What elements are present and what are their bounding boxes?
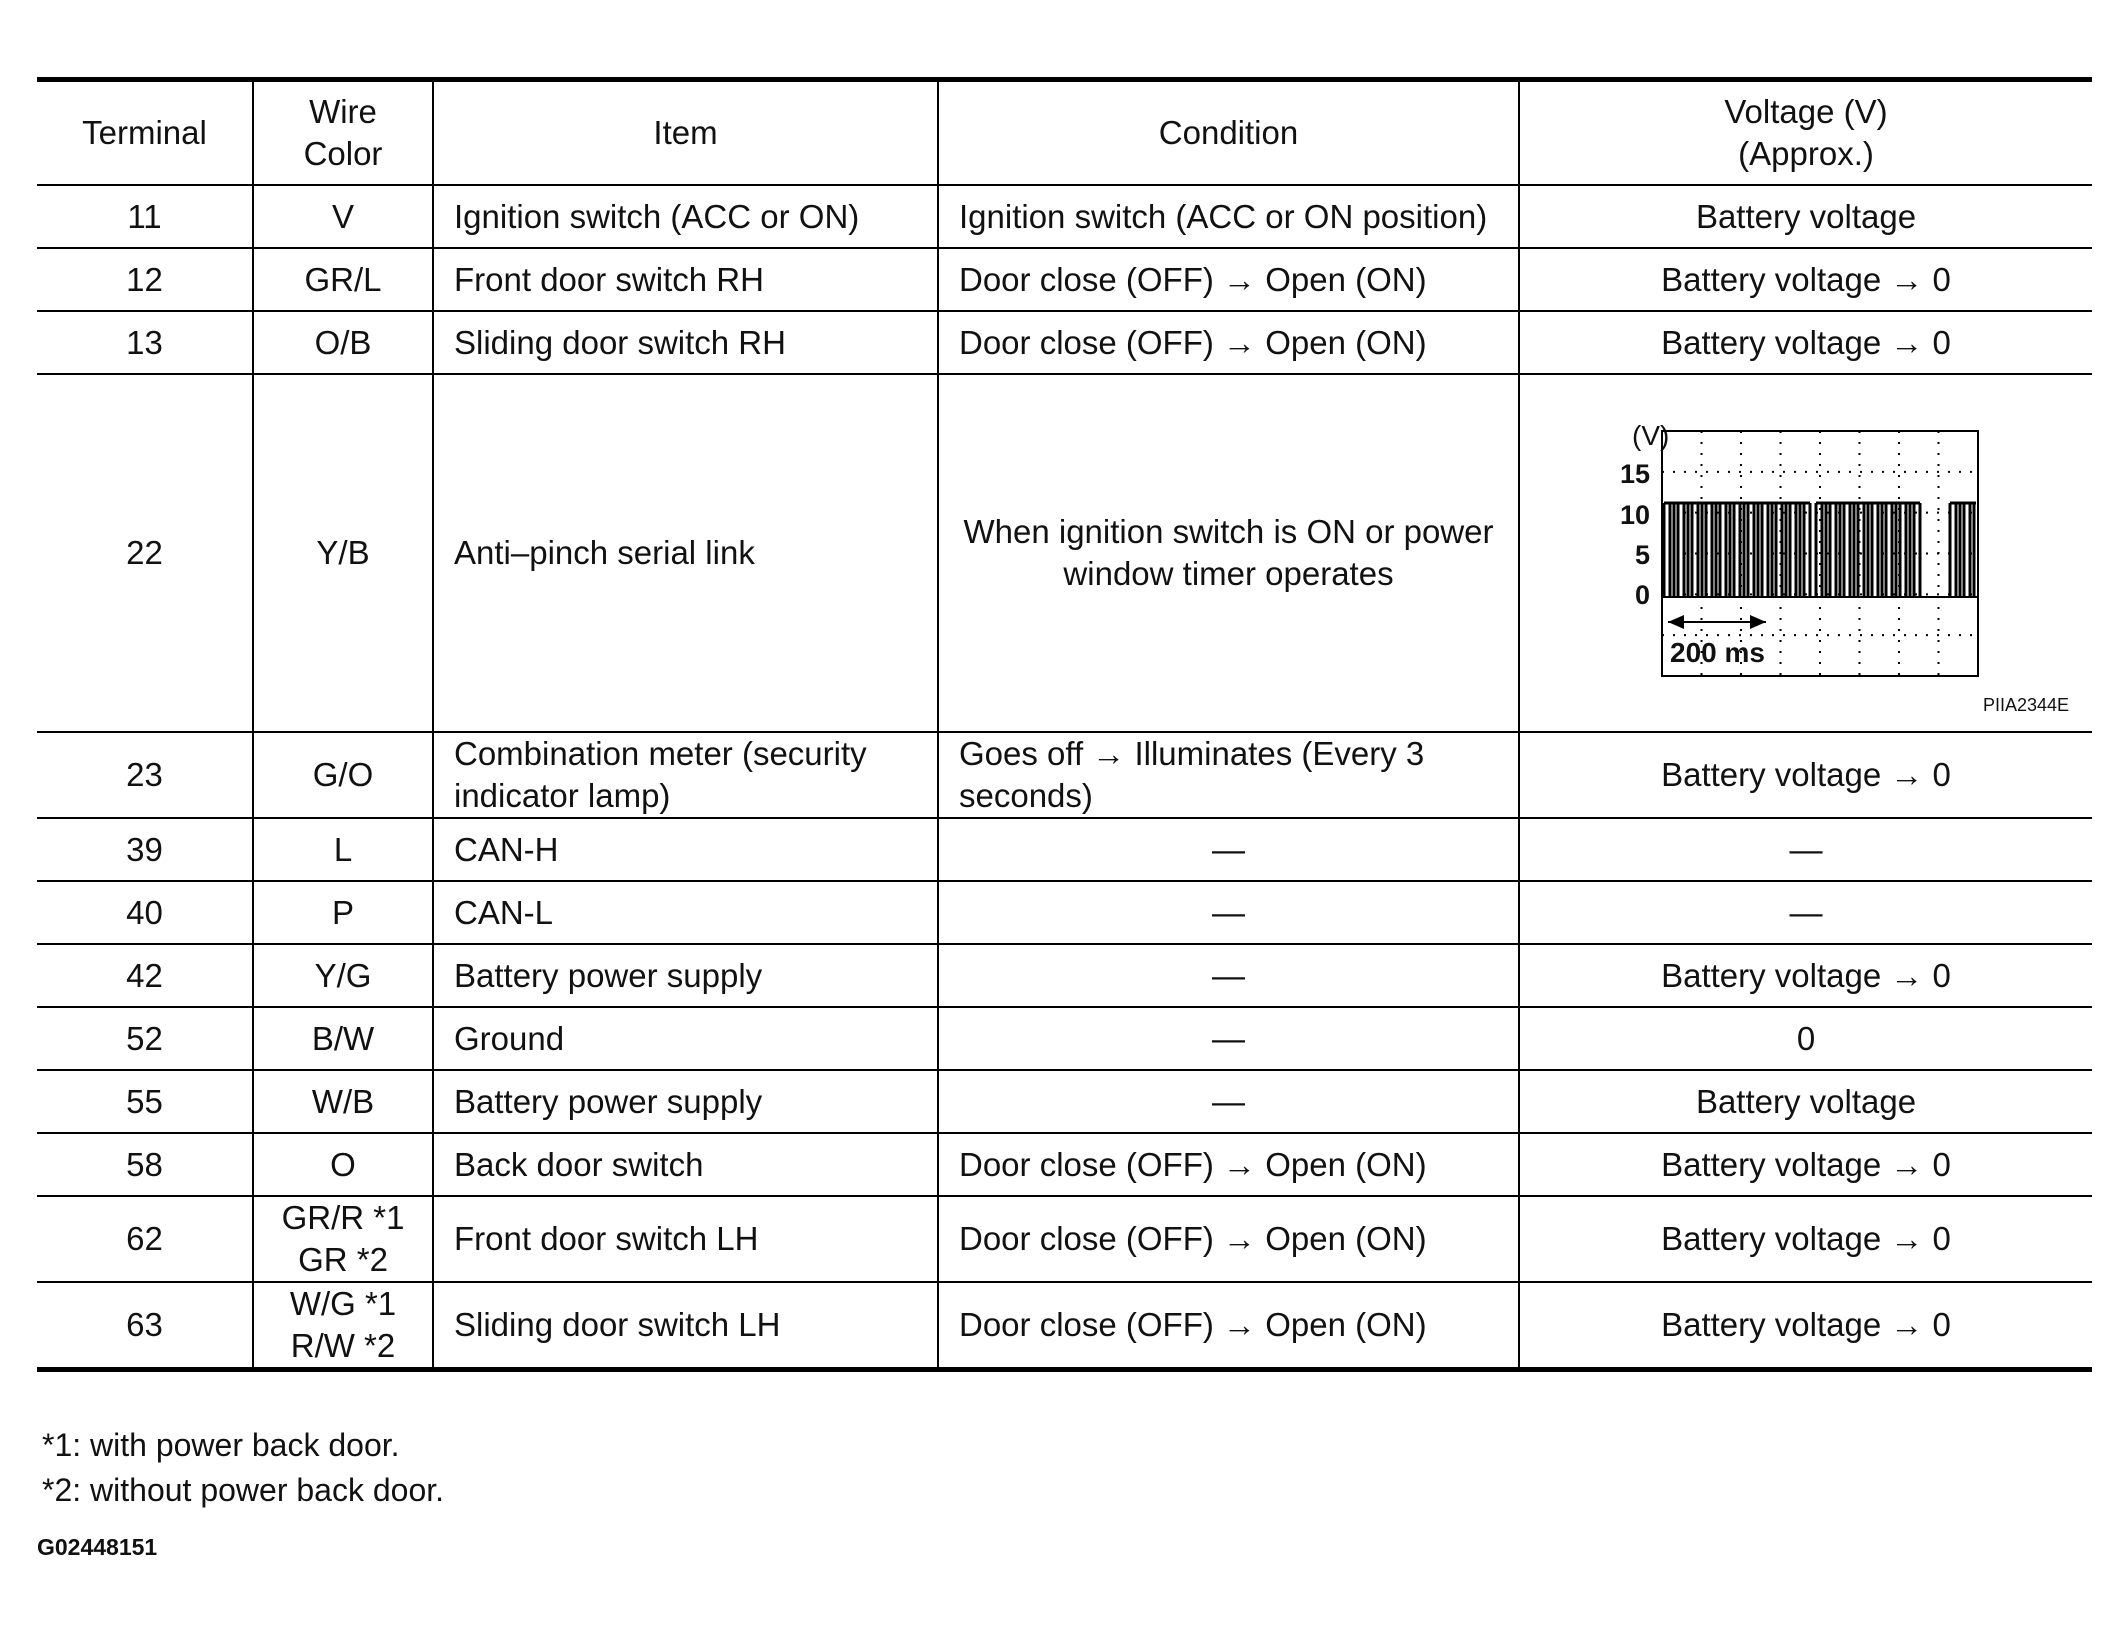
table-row xyxy=(37,732,2092,818)
table-row xyxy=(37,374,2092,732)
footnote-1: *1: with power back door. xyxy=(42,1427,400,1463)
time-arrow-left-icon xyxy=(1668,615,1684,629)
table-row xyxy=(37,1196,2092,1282)
wire-color-cell: GR/L xyxy=(253,248,433,311)
time-arrow-right-icon xyxy=(1750,615,1766,629)
wire-color-cell: GR/R *1 GR *2 xyxy=(253,1196,433,1282)
terminal-cell: 22 xyxy=(37,374,253,732)
condition-cell: Door close (OFF) → Open (ON) xyxy=(938,1282,1519,1370)
condition-cell: — xyxy=(938,881,1519,944)
condition-cell: When ignition switch is ON or power window timer operates xyxy=(938,374,1519,732)
terminal-cell: 11 xyxy=(37,185,253,248)
wire-color-cell: G/O xyxy=(253,732,433,818)
voltage-cell: Battery voltage → 0 xyxy=(1519,1282,2092,1370)
waveform-y-tick: 10 xyxy=(1619,500,1650,530)
waveform-y-tick: 5 xyxy=(1634,540,1650,570)
terminal-table xyxy=(37,77,2092,1372)
wire-color-cell: W/B xyxy=(253,1070,433,1133)
waveform-figure xyxy=(1520,375,2093,731)
item-cell: Ground xyxy=(433,1007,938,1070)
voltage-cell: Battery voltage xyxy=(1519,1070,2092,1133)
terminal-cell: 63 xyxy=(37,1282,253,1370)
table-row xyxy=(37,185,2092,248)
voltage-cell: Battery voltage → 0 xyxy=(1519,311,2092,374)
waveform-signal xyxy=(1664,503,1976,597)
wire-color-cell: O xyxy=(253,1133,433,1196)
header-voltage: Voltage (V) (Approx.) xyxy=(1519,80,2092,186)
wire-color-cell: W/G *1 R/W *2 xyxy=(253,1282,433,1370)
table-row xyxy=(37,1007,2092,1070)
waveform-cell xyxy=(1519,374,2092,732)
wire-color-cell: O/B xyxy=(253,311,433,374)
condition-cell: — xyxy=(938,1007,1519,1070)
wire-color-cell: Y/B xyxy=(253,374,433,732)
voltage-cell: Battery voltage → 0 xyxy=(1519,248,2092,311)
wire-color-cell: P xyxy=(253,881,433,944)
condition-cell: — xyxy=(938,944,1519,1007)
voltage-cell: Battery voltage → 0 xyxy=(1519,1133,2092,1196)
item-cell: Combination meter (security indicator lamp) xyxy=(433,732,938,818)
condition-cell: Door close (OFF) → Open (ON) xyxy=(938,311,1519,374)
table-row xyxy=(37,311,2092,374)
voltage-cell: — xyxy=(1519,818,2092,881)
table-row xyxy=(37,1282,2092,1370)
header-item: Item xyxy=(433,80,938,186)
terminal-cell: 12 xyxy=(37,248,253,311)
item-cell: Front door switch RH xyxy=(433,248,938,311)
table-row xyxy=(37,1070,2092,1133)
header-condition: Condition xyxy=(938,80,1519,186)
table-row xyxy=(37,1133,2092,1196)
time-scale-label: 200 ms xyxy=(1670,637,1765,668)
condition-cell: — xyxy=(938,818,1519,881)
wire-color-cell: Y/G xyxy=(253,944,433,1007)
condition-cell: Goes off → Illuminates (Every 3 seconds) xyxy=(938,732,1519,818)
terminal-cell: 52 xyxy=(37,1007,253,1070)
header-terminal: Terminal xyxy=(37,80,253,186)
wire-color-cell: L xyxy=(253,818,433,881)
table-row xyxy=(37,944,2092,1007)
item-cell: Front door switch LH xyxy=(433,1196,938,1282)
figure-id: PIIA2344E xyxy=(1982,695,2069,715)
voltage-cell: Battery voltage → 0 xyxy=(1519,944,2092,1007)
table-row xyxy=(37,881,2092,944)
voltage-cell: Battery voltage → 0 xyxy=(1519,1196,2092,1282)
waveform-y-tick: 15 xyxy=(1619,459,1650,489)
terminal-cell: 40 xyxy=(37,881,253,944)
item-cell: CAN-H xyxy=(433,818,938,881)
item-cell: Anti–pinch serial link xyxy=(433,374,938,732)
document-id: G02448151 xyxy=(37,1534,158,1560)
item-cell: Sliding door switch LH xyxy=(433,1282,938,1370)
table-row xyxy=(37,818,2092,881)
waveform-unit-label: (V) xyxy=(1632,420,1670,451)
condition-cell: Door close (OFF) → Open (ON) xyxy=(938,1133,1519,1196)
terminal-cell: 42 xyxy=(37,944,253,1007)
terminal-cell: 62 xyxy=(37,1196,253,1282)
item-cell: Back door switch xyxy=(433,1133,938,1196)
item-cell: Sliding door switch RH xyxy=(433,311,938,374)
terminal-cell: 23 xyxy=(37,732,253,818)
voltage-cell: Battery voltage xyxy=(1519,185,2092,248)
condition-cell: Door close (OFF) → Open (ON) xyxy=(938,248,1519,311)
condition-cell: Door close (OFF) → Open (ON) xyxy=(938,1196,1519,1282)
item-cell: Ignition switch (ACC or ON) xyxy=(433,185,938,248)
voltage-cell: 0 xyxy=(1519,1007,2092,1070)
wire-color-cell: B/W xyxy=(253,1007,433,1070)
terminal-cell: 58 xyxy=(37,1133,253,1196)
item-cell: Battery power supply xyxy=(433,944,938,1007)
voltage-cell: Battery voltage → 0 xyxy=(1519,732,2092,818)
footnote-2: *2: without power back door. xyxy=(42,1472,445,1508)
header-wire-color: Wire Color xyxy=(253,80,433,186)
item-cell: Battery power supply xyxy=(433,1070,938,1133)
wire-color-cell: V xyxy=(253,185,433,248)
terminal-cell: 13 xyxy=(37,311,253,374)
terminal-cell: 39 xyxy=(37,818,253,881)
waveform-y-tick: 0 xyxy=(1634,580,1650,610)
condition-cell: — xyxy=(938,1070,1519,1133)
voltage-cell: — xyxy=(1519,881,2092,944)
header-row xyxy=(37,80,2092,186)
terminal-cell: 55 xyxy=(37,1070,253,1133)
item-cell: CAN-L xyxy=(433,881,938,944)
table-row xyxy=(37,248,2092,311)
condition-cell: Ignition switch (ACC or ON position) xyxy=(938,185,1519,248)
